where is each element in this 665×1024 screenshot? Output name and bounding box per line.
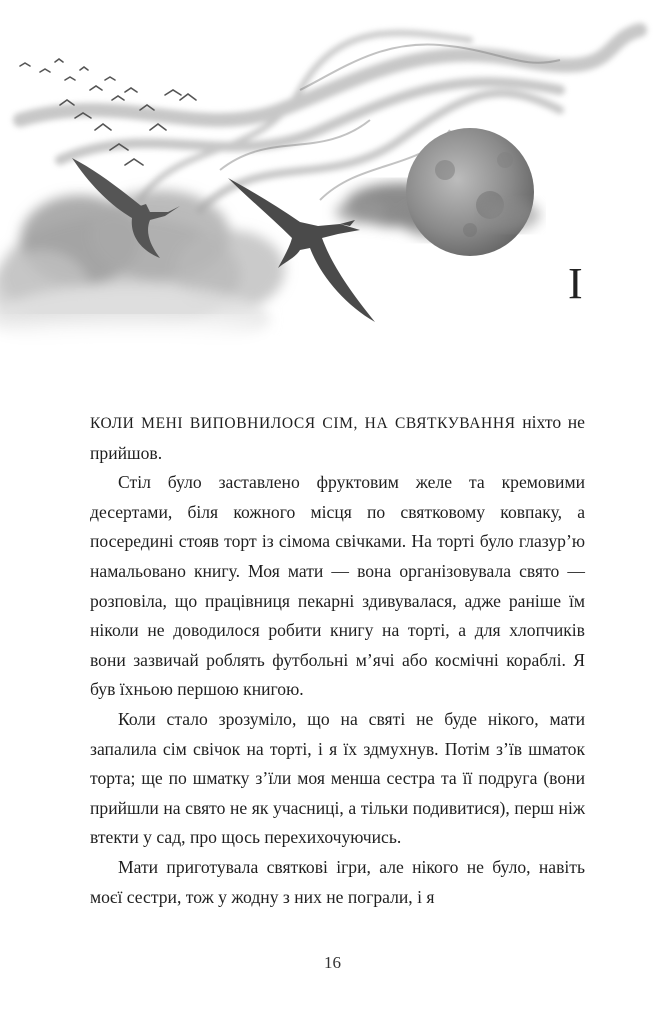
first-paragraph-rest: ніхто не прийшов. bbox=[90, 412, 585, 463]
paragraph: Коли стало зрозуміло, що на святі не буде нікого, мати запалила сім свічок на торті, і я їх здмухнув. Потім з’їв шматок торта; ще по шматку з’їли моя менша сестра та її подруга (вони прийшли на свято не як учасниці, а тільки подивитися), перш ніж втекти у сад, про щось перехихочуючись. bbox=[90, 708, 585, 848]
lead-in-small-caps: КОЛИ МЕНІ ВИПОВНИЛОСЯ СІМ, НА СВЯТКУВАННЯ bbox=[90, 415, 516, 432]
chapter-illustration bbox=[0, 0, 665, 390]
body-text bbox=[90, 408, 585, 912]
chapter-number: I bbox=[568, 259, 583, 308]
page-number: 16 bbox=[324, 953, 341, 972]
paragraph: Стіл було заставлено фруктовим желе та кремовими десертами, біля кожного місця по святковому ковпаку, а посередині стояв торт із сімома свічками. На торті було глазур’ю намальовано книгу. Моя мати — вона організовувала свято — розповіла, що працівниця пекарні здивувалася, адже раніше їм ніколи не доводилося робити книгу на торті, а для хлопчиків вони зазвичай роблять футбольні м’ячі або космічні кораблі. Я був їхньою першою книгою. bbox=[90, 472, 585, 700]
first-paragraph bbox=[90, 408, 585, 468]
moon-icon bbox=[406, 128, 540, 256]
paragraph: Мати приготувала святкові ігри, але нікого не було, навіть моєї сестри, тож у жодну з них не пограли, і я bbox=[90, 856, 585, 907]
smoke-swirls bbox=[20, 30, 640, 210]
